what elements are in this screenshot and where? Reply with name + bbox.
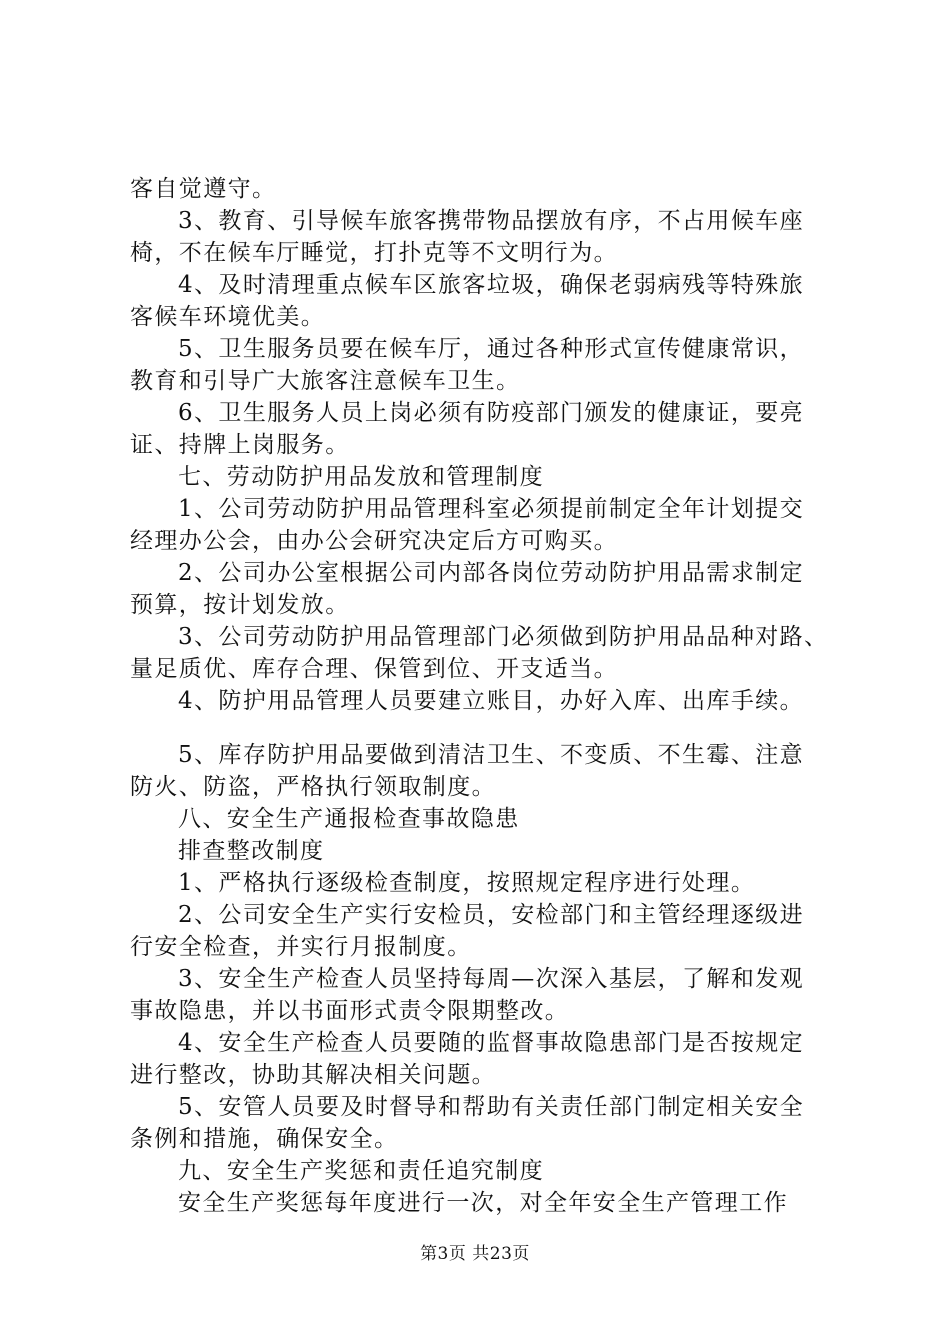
text-line: 1、公司劳动防护用品管理科室必须提前制定全年计划提交	[178, 496, 805, 522]
text-line: 客自觉遵守。	[130, 176, 277, 202]
section-heading: 八、安全生产通报检查事故隐患	[178, 806, 520, 832]
text-line: 教育和引导广大旅客注意候车卫生。	[130, 368, 521, 394]
text-line: 2、公司办公室根据公司内部各岗位劳动防护用品需求制定	[178, 560, 805, 586]
text-line: 事故隐患，并以书面形式责令限期整改。	[130, 998, 570, 1024]
text-line: 5、安管人员要及时督导和帮助有关责任部门制定相关安全	[178, 1094, 805, 1120]
text-line: 防火、防盗，严格执行领取制度。	[130, 774, 496, 800]
section-heading: 七、劳动防护用品发放和管理制度	[178, 464, 544, 490]
page-number-footer: 第3页 共23页	[420, 1244, 530, 1264]
text-line: 3、公司劳动防护用品管理部门必须做到防护用品品种对路、	[178, 624, 829, 650]
text-line: 预算，按计划发放。	[130, 592, 350, 618]
text-line: 6、卫生服务人员上岗必须有防疫部门颁发的健康证，要亮	[178, 400, 805, 426]
section-heading: 九、安全生产奖惩和责任追究制度	[178, 1158, 544, 1184]
text-line: 行安全检查，并实行月报制度。	[130, 934, 472, 960]
text-line: 3、安全生产检查人员坚持每周—次深入基层，了解和发观	[178, 966, 805, 992]
text-line: 4、安全生产检查人员要随的监督事故隐患部门是否按规定	[178, 1030, 805, 1056]
text-line: 客候车环境优美。	[130, 304, 326, 330]
text-line: 椅，不在候车厅睡觉，打扑克等不文明行为。	[130, 240, 618, 266]
text-line: 3、教育、引导候车旅客携带物品摆放有序，不占用候车座	[178, 208, 805, 234]
text-line: 1、严格执行逐级检查制度，按照规定程序进行处理。	[178, 870, 756, 896]
text-line: 进行整改，协助其解决相关问题。	[130, 1062, 496, 1088]
text-line: 4、及时清理重点候车区旅客垃圾，确保老弱病残等特殊旅	[178, 272, 805, 298]
text-line: 5、卫生服务员要在候车厅，通过各种形式宣传健康常识，	[178, 336, 805, 362]
text-line: 安全生产奖惩每年度进行一次，对全年安全生产管理工作	[178, 1190, 788, 1216]
text-line: 证、持牌上岗服务。	[130, 432, 350, 458]
text-line: 经理办公会，由办公会研究决定后方可购买。	[130, 528, 618, 554]
section-heading: 排查整改制度	[178, 838, 325, 864]
text-line: 条例和措施，确保安全。	[130, 1126, 399, 1152]
text-line: 2、公司安全生产实行安检员，安检部门和主管经理逐级进	[178, 902, 805, 928]
text-line: 4、防护用品管理人员要建立账目，办好入库、出库手续。	[178, 688, 805, 714]
text-line: 量足质优、库存合理、保管到位、开支适当。	[130, 656, 618, 682]
text-line: 5、库存防护用品要做到清洁卫生、不变质、不生霉、注意	[178, 742, 805, 768]
